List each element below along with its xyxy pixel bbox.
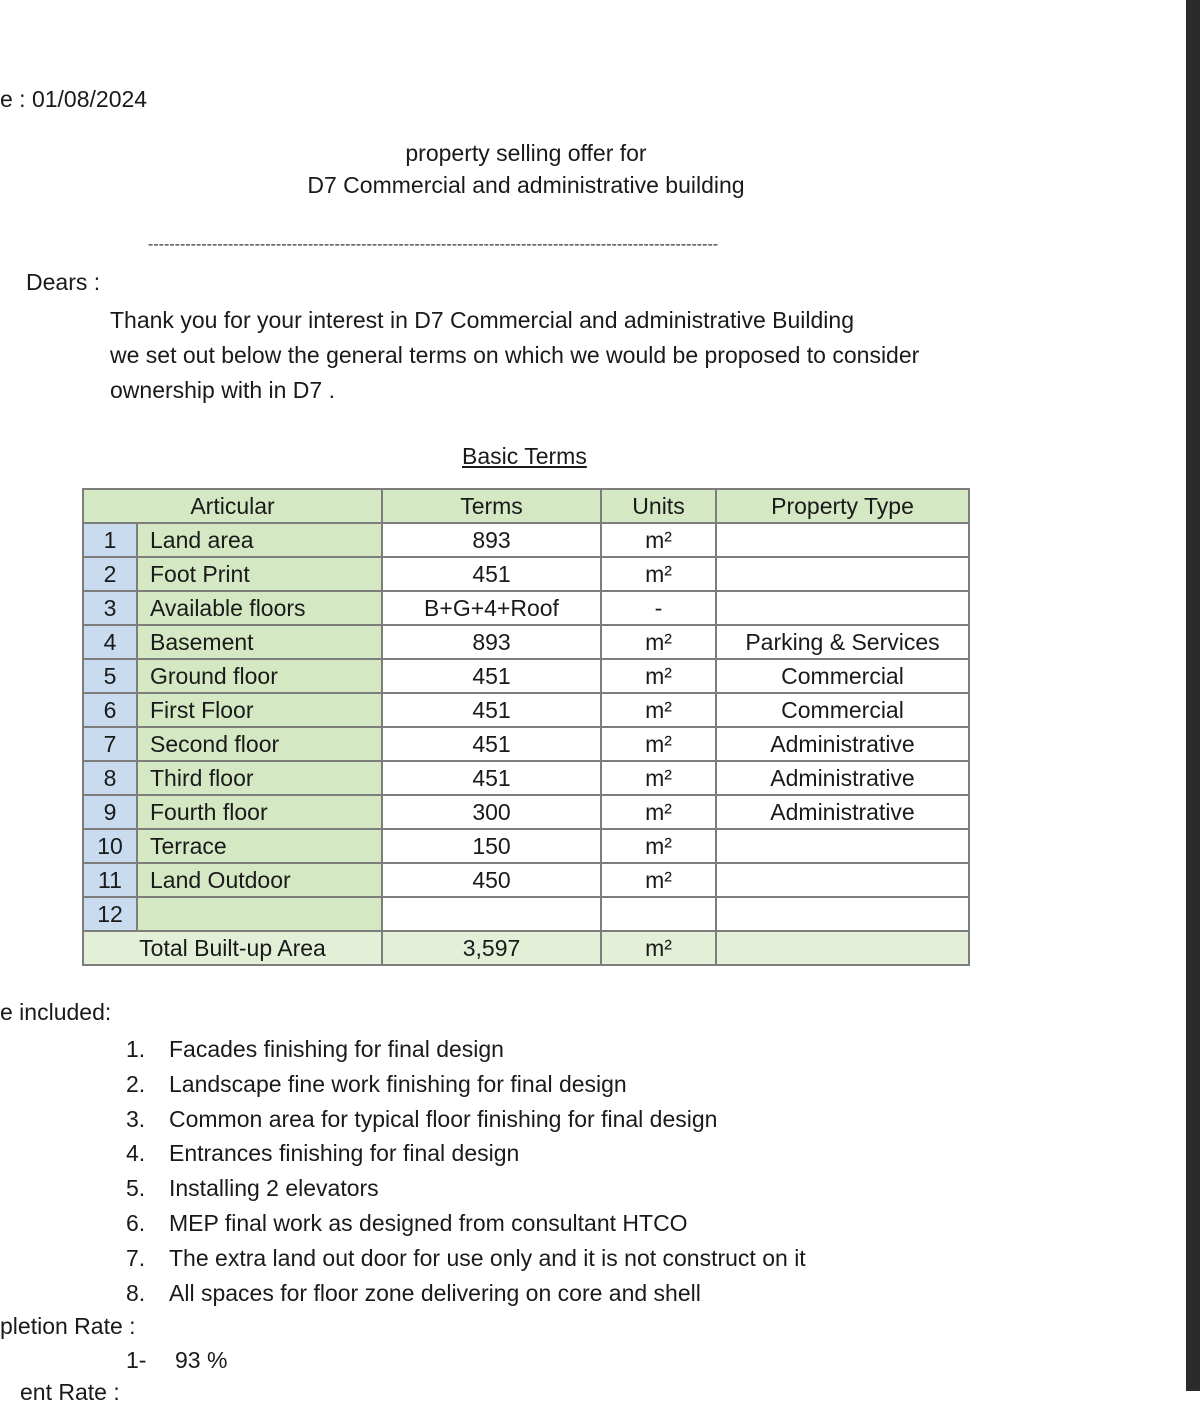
row-number: 2 xyxy=(83,557,137,591)
total-units: m² xyxy=(601,931,716,965)
list-item-text: The extra land out door for use only and it is not construct on it xyxy=(169,1244,806,1271)
list-item-number: 6. xyxy=(126,1209,146,1236)
document-title-line1: property selling offer for xyxy=(405,140,647,166)
row-number: 11 xyxy=(83,863,137,897)
row-terms: 150 xyxy=(382,829,601,863)
row-terms: 300 xyxy=(382,795,601,829)
table-row xyxy=(83,557,969,591)
included-label: e included: xyxy=(0,999,112,1025)
table-row xyxy=(83,795,969,829)
row-label xyxy=(137,897,382,931)
list-item xyxy=(126,1278,806,1313)
row-label: Ground floor xyxy=(137,659,382,693)
row-units: m² xyxy=(601,863,716,897)
row-property-type: Parking & Services xyxy=(716,625,969,659)
row-property-type: Administrative xyxy=(716,727,969,761)
completion-rate-item xyxy=(126,1347,227,1374)
row-property-type: Commercial xyxy=(716,693,969,727)
row-property-type: Administrative xyxy=(716,761,969,795)
row-property-type: Commercial xyxy=(716,659,969,693)
table-row xyxy=(83,829,969,863)
total-terms: 3,597 xyxy=(382,931,601,965)
basic-terms-heading: Basic Terms xyxy=(462,443,587,469)
row-terms xyxy=(382,897,601,931)
row-units: m² xyxy=(601,795,716,829)
row-label: First Floor xyxy=(137,693,382,727)
table-row xyxy=(83,523,969,557)
list-item xyxy=(126,1034,806,1069)
table-row xyxy=(83,625,969,659)
row-terms: 450 xyxy=(382,863,601,897)
intro-line: we set out below the general terms on which we would be proposed to consider xyxy=(110,342,920,368)
row-number: 7 xyxy=(83,727,137,761)
table-row xyxy=(83,863,969,897)
document-title-line2: D7 Commercial and administrative building xyxy=(307,172,745,198)
row-number: 5 xyxy=(83,659,137,693)
list-item xyxy=(126,1173,806,1208)
table-row xyxy=(83,761,969,795)
row-number: 4 xyxy=(83,625,137,659)
list-item-text: MEP final work as designed from consultant HTCO xyxy=(169,1209,688,1236)
list-item-text: Entrances finishing for final design xyxy=(169,1140,520,1167)
row-label: Land area xyxy=(137,523,382,557)
row-property-type: Administrative xyxy=(716,795,969,829)
list-item-number: 1. xyxy=(126,1036,146,1062)
table-row xyxy=(83,693,969,727)
row-number: 1 xyxy=(83,523,137,557)
list-item xyxy=(126,1069,806,1104)
row-label: Available floors xyxy=(137,591,382,625)
list-item-text: Installing 2 elevators xyxy=(169,1175,379,1202)
salutation: Dears : xyxy=(26,269,101,295)
row-label: Fourth floor xyxy=(137,795,382,829)
intro-paragraph xyxy=(110,303,1010,408)
col-header-units: Units xyxy=(601,489,716,523)
row-units: m² xyxy=(601,761,716,795)
row-property-type xyxy=(716,557,969,591)
col-header-terms: Terms xyxy=(382,489,601,523)
page-edge-shadow xyxy=(1186,0,1200,1391)
list-item-number: 8. xyxy=(126,1279,146,1306)
row-terms: 893 xyxy=(382,523,601,557)
table-row xyxy=(83,591,969,625)
row-number: 9 xyxy=(83,795,137,829)
list-item-number: 2. xyxy=(126,1070,146,1097)
divider-line: ----------------------------------------------------------------------------------------------------------- xyxy=(148,236,719,253)
basic-terms-table xyxy=(82,488,970,966)
list-item-text: Common area for typical floor finishing for final design xyxy=(169,1105,718,1132)
row-terms: 451 xyxy=(382,727,601,761)
total-row xyxy=(83,931,969,965)
list-item-number: 3. xyxy=(126,1105,146,1132)
included-list xyxy=(126,1034,806,1312)
total-property-type xyxy=(716,931,969,965)
row-units: m² xyxy=(601,693,716,727)
row-units: - xyxy=(601,591,716,625)
col-header-property-type: Property Type xyxy=(716,489,969,523)
row-label: Third floor xyxy=(137,761,382,795)
row-terms: 451 xyxy=(382,693,601,727)
list-item xyxy=(126,1138,806,1173)
row-number: 6 xyxy=(83,693,137,727)
table-row xyxy=(83,897,969,931)
table-row xyxy=(83,659,969,693)
intro-line: ownership with in D7 . xyxy=(110,377,335,403)
row-label: Terrace xyxy=(137,829,382,863)
list-item xyxy=(126,1208,806,1243)
row-units: m² xyxy=(601,829,716,863)
cut-off-line: ent Rate : xyxy=(20,1379,120,1405)
row-label: Land Outdoor xyxy=(137,863,382,897)
list-item xyxy=(126,1243,806,1278)
completion-item-value: 93 % xyxy=(175,1347,228,1373)
row-label: Foot Print xyxy=(137,557,382,591)
row-property-type xyxy=(716,897,969,931)
table-row xyxy=(83,727,969,761)
row-number: 8 xyxy=(83,761,137,795)
row-units: m² xyxy=(601,557,716,591)
row-units: m² xyxy=(601,659,716,693)
row-property-type xyxy=(716,591,969,625)
list-item-text: Facades finishing for final design xyxy=(169,1036,504,1062)
row-property-type xyxy=(716,863,969,897)
row-units: m² xyxy=(601,625,716,659)
offer-date: e : 01/08/2024 xyxy=(0,86,148,112)
completion-item-number: 1- xyxy=(126,1347,147,1373)
col-header-articular: Articular xyxy=(83,489,382,523)
row-label: Basement xyxy=(137,625,382,659)
row-number: 3 xyxy=(83,591,137,625)
row-units: m² xyxy=(601,523,716,557)
list-item-number: 4. xyxy=(126,1140,146,1167)
table-header-row xyxy=(83,489,969,523)
total-label: Total Built-up Area xyxy=(83,931,382,965)
row-property-type xyxy=(716,523,969,557)
row-number: 12 xyxy=(83,897,137,931)
list-item-number: 7. xyxy=(126,1244,146,1271)
list-item-text: All spaces for floor zone delivering on core and shell xyxy=(169,1279,701,1306)
list-item xyxy=(126,1104,806,1139)
list-item-text: Landscape fine work finishing for final design xyxy=(169,1070,627,1097)
list-item-number: 5. xyxy=(126,1175,146,1202)
row-units: m² xyxy=(601,727,716,761)
row-terms: 893 xyxy=(382,625,601,659)
row-label: Second floor xyxy=(137,727,382,761)
row-number: 10 xyxy=(83,829,137,863)
row-terms: 451 xyxy=(382,659,601,693)
row-units xyxy=(601,897,716,931)
row-property-type xyxy=(716,829,969,863)
intro-line: Thank you for your interest in D7 Commercial and administrative Building xyxy=(110,307,854,333)
row-terms: B+G+4+Roof xyxy=(382,591,601,625)
completion-rate-label: pletion Rate : xyxy=(0,1313,136,1339)
row-terms: 451 xyxy=(382,557,601,591)
row-terms: 451 xyxy=(382,761,601,795)
